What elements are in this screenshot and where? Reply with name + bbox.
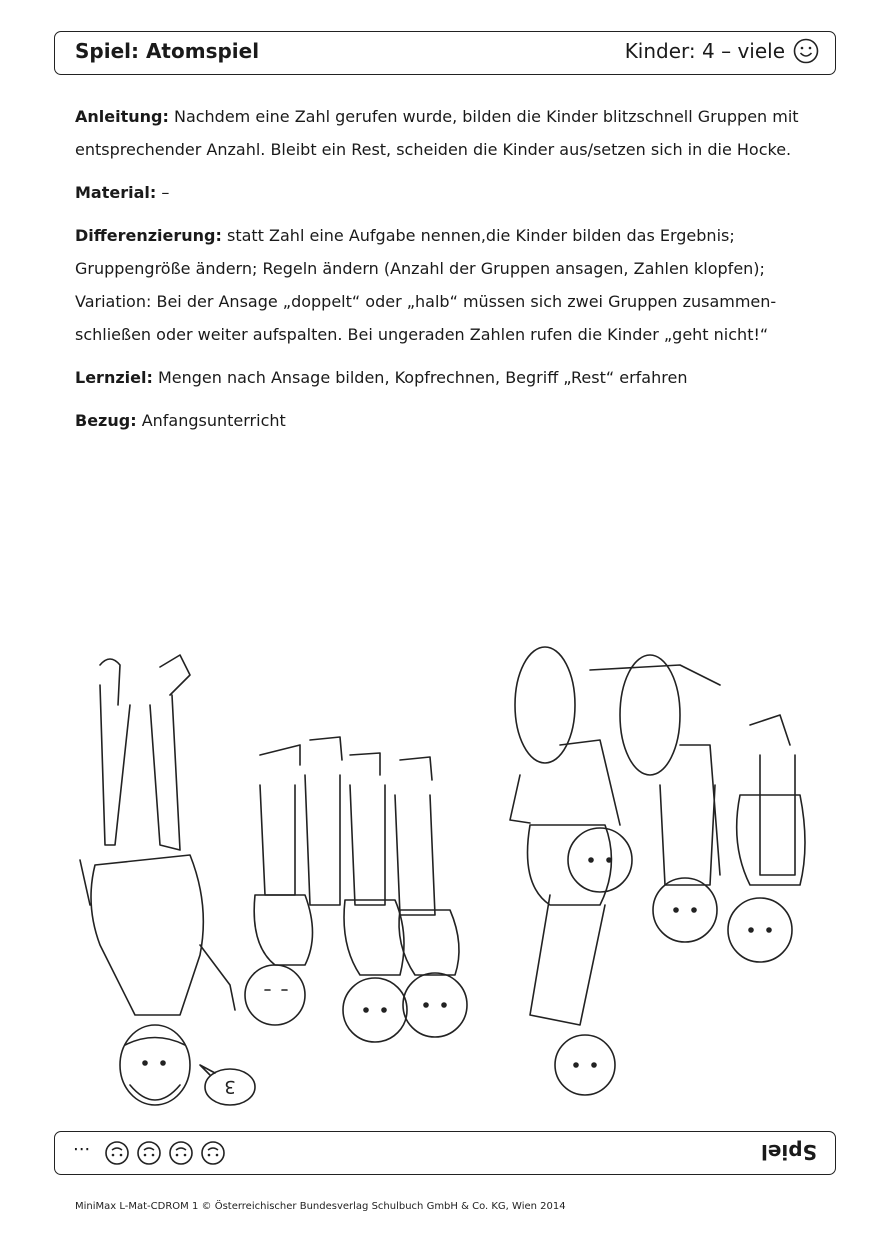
face-icon xyxy=(104,1140,130,1166)
footer-ellipsis: ... xyxy=(73,1142,91,1164)
anleitung-section xyxy=(75,100,805,166)
copyright-notice: MiniMax L-Mat-CDROM 1 © Österreichischer Bundesverlag Schulbuch GmbH & Co. KG, Wien 2014 xyxy=(75,1201,566,1212)
bezug-label: Bezug: xyxy=(75,411,137,430)
footer-label: Spiel xyxy=(761,1140,817,1164)
face-icon xyxy=(200,1140,226,1166)
differenzierung-label: Differenzierung: xyxy=(75,226,222,245)
anleitung-text: Nachdem eine Zahl gerufen wurde, bilden die Kinder blitzschnell Gruppen mit entsprechender Anzahl. Bleibt ein Rest, scheiden die Kinder aus/setzen sich in die Hocke. xyxy=(75,107,799,159)
differenzierung-section xyxy=(75,219,805,351)
players-info xyxy=(625,38,819,64)
adult-figure xyxy=(80,655,235,1105)
lernziel-section xyxy=(75,361,805,394)
material-text: – xyxy=(161,183,170,202)
face-icon xyxy=(136,1140,162,1166)
bezug-text: Anfangsunterricht xyxy=(141,411,286,430)
smiley-face-icon xyxy=(793,38,819,64)
anleitung-label: Anleitung: xyxy=(75,107,169,126)
footer-box xyxy=(54,1131,836,1175)
children-group-2 xyxy=(510,647,805,1095)
players-count: Kinder: 4 – viele xyxy=(624,39,785,63)
header-box xyxy=(54,31,836,75)
bezug-section xyxy=(75,404,805,437)
material-section xyxy=(75,176,805,209)
children-group-illustration xyxy=(60,645,830,1125)
speech-bubble-text: 3 xyxy=(224,1076,236,1097)
material-label: Material: xyxy=(75,183,157,202)
instructions xyxy=(75,100,805,447)
lernziel-text: Mengen nach Ansage bilden, Kopfrechnen, Begriff „Rest“ erfahren xyxy=(157,368,688,387)
lernziel-label: Lernziel: xyxy=(75,368,153,387)
page-title: Spiel: Atomspiel xyxy=(75,39,260,63)
rating-faces xyxy=(73,1140,226,1166)
face-icon xyxy=(168,1140,194,1166)
differenzierung-text: statt Zahl eine Aufgabe nennen,die Kinder bilden das Ergebnis; Gruppengröße ändern; Regeln ändern (Anzahl der Gruppen ansagen, Zahlen klopfen); Variation: Bei der Ansage „doppelt“ oder „halb“ müssen sich zwei Gruppen zusammen-schließen oder weiter aufspalten. Bei ungeraden Zahlen rufen die Kinder „geht nicht!“ xyxy=(75,226,777,344)
children-group-1 xyxy=(245,737,467,1042)
